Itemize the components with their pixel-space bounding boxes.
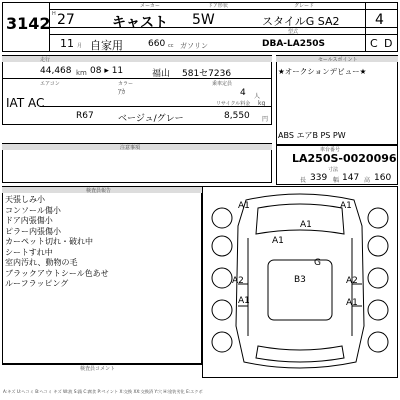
wheel-icon <box>212 208 232 228</box>
color-code: R67 <box>76 111 94 121</box>
wheel-icon <box>212 268 232 288</box>
length: 339 <box>310 173 328 183</box>
damage-mark: G <box>314 258 321 268</box>
damage-mark: A1 <box>272 236 284 246</box>
label-width: 幅 <box>333 177 340 184</box>
damage-mark: A1 <box>300 220 312 230</box>
footer-legend: A:キズ U:ヘコミ B:ヘコミ キズ W:波 S:錆 C:腐食 P:ペイント X:交換 XX:交換済 Y:穴 H:塗装劣化 E:エクボ <box>3 389 203 394</box>
label-mileage: 走行 <box>40 57 51 63</box>
car-name: キャスト <box>112 15 168 31</box>
chassis-number: LA250S-0020096 <box>292 152 397 165</box>
wheel-icon <box>368 300 388 320</box>
label-make: メーカー <box>140 3 160 9</box>
load-unit: kg <box>258 100 266 107</box>
fuel: ガソリン <box>180 42 208 50</box>
recycle: 8,550 <box>224 111 250 121</box>
divider <box>49 34 398 35</box>
options: ABS エアB PS PW <box>278 131 346 140</box>
label-aircon: エアコン <box>40 81 60 87</box>
inspector-line: ピラー内張傷小 <box>5 226 61 236</box>
mileage: 44,468 <box>40 66 72 76</box>
plate-area: 福山 <box>152 69 171 79</box>
width: 147 <box>342 173 360 183</box>
month: 11 <box>60 37 74 50</box>
inspector-line: ルーフラッピング <box>5 279 69 288</box>
divider <box>49 9 398 10</box>
inspector-line: コンソール傷小 <box>5 205 61 215</box>
displacement: 660 <box>148 39 166 49</box>
damage-mark: A2 <box>346 276 358 286</box>
divider <box>49 27 398 28</box>
capacity: 4 <box>240 88 246 98</box>
inspection: 08 ▸ 11 <box>90 66 124 76</box>
wheel-icon <box>368 236 388 256</box>
damage-mark: B3 <box>294 275 306 285</box>
damage-mark: A1 <box>340 201 352 211</box>
damage-mark: A1 <box>238 201 250 211</box>
wheel-icon <box>212 236 232 256</box>
transmission: IAT AC <box>6 96 45 110</box>
height: 160 <box>374 173 392 183</box>
km-unit: km <box>76 69 87 77</box>
year: 27 <box>57 12 75 28</box>
color-name: ベージュ/グレー <box>118 114 184 124</box>
usage: 自家用 <box>90 39 123 52</box>
cc-unit: cc <box>168 43 174 49</box>
label-notes: 注意事項 <box>120 145 141 151</box>
wheel-icon <box>212 332 232 352</box>
label-sales-points: セールスポイント <box>318 57 358 63</box>
label-length: 長 <box>300 177 307 184</box>
yen-unit: 円 <box>262 116 269 123</box>
wheel-icon <box>212 300 232 320</box>
score: 4 <box>375 12 384 28</box>
label-chassis: 車台番号 <box>320 147 341 153</box>
inspector-lines <box>5 195 109 290</box>
color-sub: ｱｶ <box>118 88 125 96</box>
inspector-line: ブラックアウトシール色あせ <box>5 268 109 278</box>
exterior-grade: D <box>384 37 393 50</box>
grade: スタイルG SA2 <box>262 15 340 28</box>
wheel-icon <box>368 332 388 352</box>
label-inspector: 検査員報告 <box>86 188 112 194</box>
label-footer: 検査員コメント <box>80 366 116 372</box>
month-unit: 月 <box>77 43 83 49</box>
divider <box>2 78 272 79</box>
wheel-icon <box>368 208 388 228</box>
plate: 581セ7236 <box>182 69 232 79</box>
label-height: 高 <box>364 177 371 184</box>
label-grade: グレード <box>294 3 315 9</box>
sales-point-text: ★オークションデビュー★ <box>278 67 367 76</box>
lot-number: 3142 <box>6 14 51 33</box>
label-color: カラー <box>118 81 134 87</box>
doors: 5W <box>192 12 215 28</box>
inspector-line: 室内汚れ、動物の毛 <box>5 258 78 267</box>
model: DBA-LA250S <box>262 39 325 49</box>
wheel-icon <box>368 268 388 288</box>
label-capacity: 乗車定員 <box>212 81 233 87</box>
label-doors: ドア形状 <box>208 3 228 9</box>
damage-mark: A1 <box>346 298 358 308</box>
damage-mark: A2 <box>232 276 244 286</box>
interior-grade: C <box>370 37 378 50</box>
label-recycle: リサイクル料金 <box>216 101 251 107</box>
era-small: H <box>52 11 56 17</box>
inspector-line: シートすれ中 <box>5 247 53 257</box>
capacity-unit: 人 <box>254 93 261 100</box>
label-model: 型式 <box>288 29 299 35</box>
inspector-line: 天張しみ小 <box>5 195 45 204</box>
inspector-line: ドア内張傷小 <box>5 216 53 225</box>
damage-mark: A1 <box>238 296 250 306</box>
inspector-line: カーペット切れ・破れ中 <box>5 237 93 246</box>
label-dims: 寸法 <box>328 167 339 173</box>
